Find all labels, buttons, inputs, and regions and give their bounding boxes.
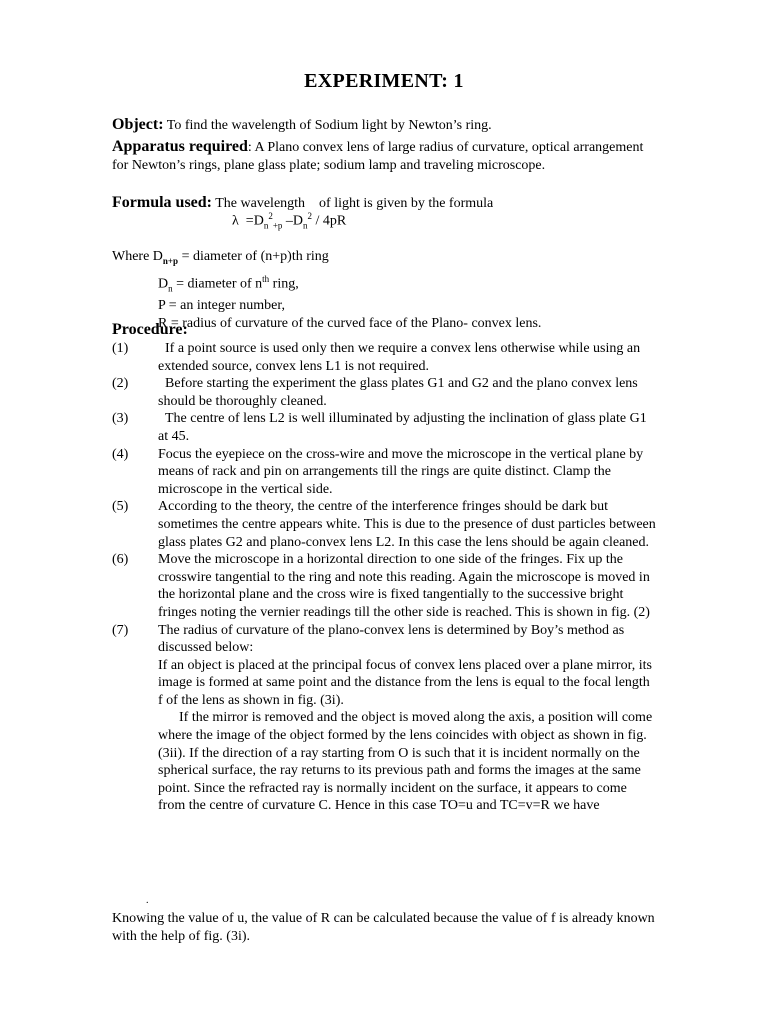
list-item bbox=[112, 410, 657, 445]
paragraph-text: If the mirror is removed and the object is moved along the axis, a position will come where the image of the object formed by the lens coincides with object as shown in fig. (3ii). If the direction of a ray starting from O is such that it is incident normally on the spherical surface, the ray returns to its previous path and forms the images at the same point. Since the refracted ray is normally incident on the surface, it appears to come from the centre of curvature C. Hence in this case TO=u and TC=v=R we have bbox=[158, 710, 656, 814]
item-number: (2) bbox=[112, 376, 129, 392]
eq-sub-n: n bbox=[303, 220, 308, 231]
item-number: (3) bbox=[112, 411, 129, 427]
formula-section bbox=[112, 194, 657, 213]
procedure-label: Procedure: bbox=[112, 321, 188, 338]
apparatus-label: Apparatus required bbox=[112, 138, 248, 155]
item-text: Before starting the experiment the glass plates G1 and G2 and the plano convex lens should be thoroughly cleaned. bbox=[158, 376, 642, 409]
object-section bbox=[112, 116, 657, 135]
def-dn-sup: th bbox=[262, 273, 270, 284]
def-dn bbox=[112, 270, 541, 297]
eq-sub-p: +p bbox=[272, 220, 283, 231]
lambda-symbol: λ bbox=[232, 213, 239, 229]
item-number: (5) bbox=[112, 499, 129, 515]
item-text: The radius of curvature of the plano-convex lens is determined by Boy’s method as discussed below: bbox=[158, 622, 625, 656]
list-item bbox=[112, 375, 657, 410]
list-item bbox=[112, 622, 657, 657]
eq-part-b: –D bbox=[285, 213, 304, 229]
def-dn-post: ring, bbox=[269, 276, 299, 292]
def-dnp-pre: Where D bbox=[112, 249, 163, 264]
list-item bbox=[112, 551, 657, 621]
indent-spacer bbox=[112, 657, 158, 710]
apparatus-text: : A Plano convex lens of large radius of curvature, optical arrangement for Newton’s rings, plane glass plate; sodium lamp and traveling microscope. bbox=[112, 140, 644, 173]
indent-spacer bbox=[112, 709, 158, 815]
object-text: To find the wavelength of Sodium light by Newton’s ring. bbox=[163, 118, 492, 133]
list-item bbox=[112, 446, 657, 499]
def-dnp bbox=[112, 248, 541, 270]
def-dn-mid: = diameter of n bbox=[172, 276, 263, 292]
eq-sup-b: 2 bbox=[307, 211, 313, 221]
item-number: (7) bbox=[112, 622, 129, 638]
def-dn-sub: n bbox=[168, 283, 173, 294]
item-text: If a point source is used only then we require a convex lens otherwise while using an extended source, convex lens L1 is not required. bbox=[158, 341, 644, 374]
boys-method-para-1 bbox=[112, 657, 657, 710]
formula-equation bbox=[232, 211, 346, 230]
eq-part-c: / 4pR bbox=[312, 213, 347, 229]
def-p: P = an integer number, bbox=[158, 298, 285, 314]
def-dn-pre: D bbox=[158, 276, 169, 292]
eq-sup-a: 2 bbox=[268, 211, 273, 221]
item-text: According to the theory, the centre of the interference fringes should be dark but sometimes the centre appears white. This is due to the presence of dust particles between glass plates G2 and plano-convex lens L2. In this case the lens should be again cleaned. bbox=[158, 499, 656, 550]
eq-part-a: =D bbox=[245, 213, 264, 229]
formula-label: Formula used: bbox=[112, 194, 212, 211]
page-title: EXPERIMENT: 1 bbox=[304, 70, 464, 92]
item-text: The centre of lens L2 is well illuminated by adjusting the inclination of glass plate G1 at 45. bbox=[158, 411, 651, 444]
procedure-list bbox=[112, 340, 657, 815]
closing-paragraph: Knowing the value of u, the value of R can be calculated because the value of f is already known with the help of fig. (3i). bbox=[112, 911, 655, 944]
item-number: (4) bbox=[112, 446, 129, 462]
def-r: R = radius of curvature of the curved face of the Plano- convex lens. bbox=[158, 316, 542, 332]
item-text: Focus the eyepiece on the cross-wire and move the microscope in the vertical plane by means of rack and pin on arrangements till the rings are quite distinct. Clamp the microscope in the vertical side. bbox=[158, 446, 644, 497]
apparatus-section bbox=[112, 138, 657, 174]
boys-method-para-2 bbox=[112, 709, 657, 815]
item-text: Move the microscope in a horizontal direction to one side of the fringes. Fix up the crosswire tangential to the ring and note this reading. Again the microscope is moved in the horizontal plane and the cross wire is fixed tangentially to the successive bright fringes noting the vernier readings till the other side is reached. This is shown in fig. (2) bbox=[158, 552, 650, 620]
list-item bbox=[112, 498, 657, 551]
eq-sub-np: n bbox=[263, 220, 269, 231]
object-label: Object: bbox=[112, 116, 164, 133]
stray-dot: . bbox=[146, 895, 149, 906]
item-number: (1) bbox=[112, 341, 129, 356]
procedure-heading bbox=[112, 321, 657, 340]
paragraph-text: If an object is placed at the principal focus of convex lens placed over a plane mirror, its image is formed at same point and the distance from the lens is equal to the focal length f of the lens as shown in fig. (3i). bbox=[158, 657, 652, 708]
def-dnp-sub: n+p bbox=[162, 255, 179, 266]
def-dnp-post: = diameter of (n+p)th ring bbox=[178, 249, 329, 264]
formula-text: The wavelength of light is given by the formula bbox=[212, 196, 494, 211]
item-number: (6) bbox=[112, 552, 129, 568]
list-item bbox=[112, 340, 657, 375]
